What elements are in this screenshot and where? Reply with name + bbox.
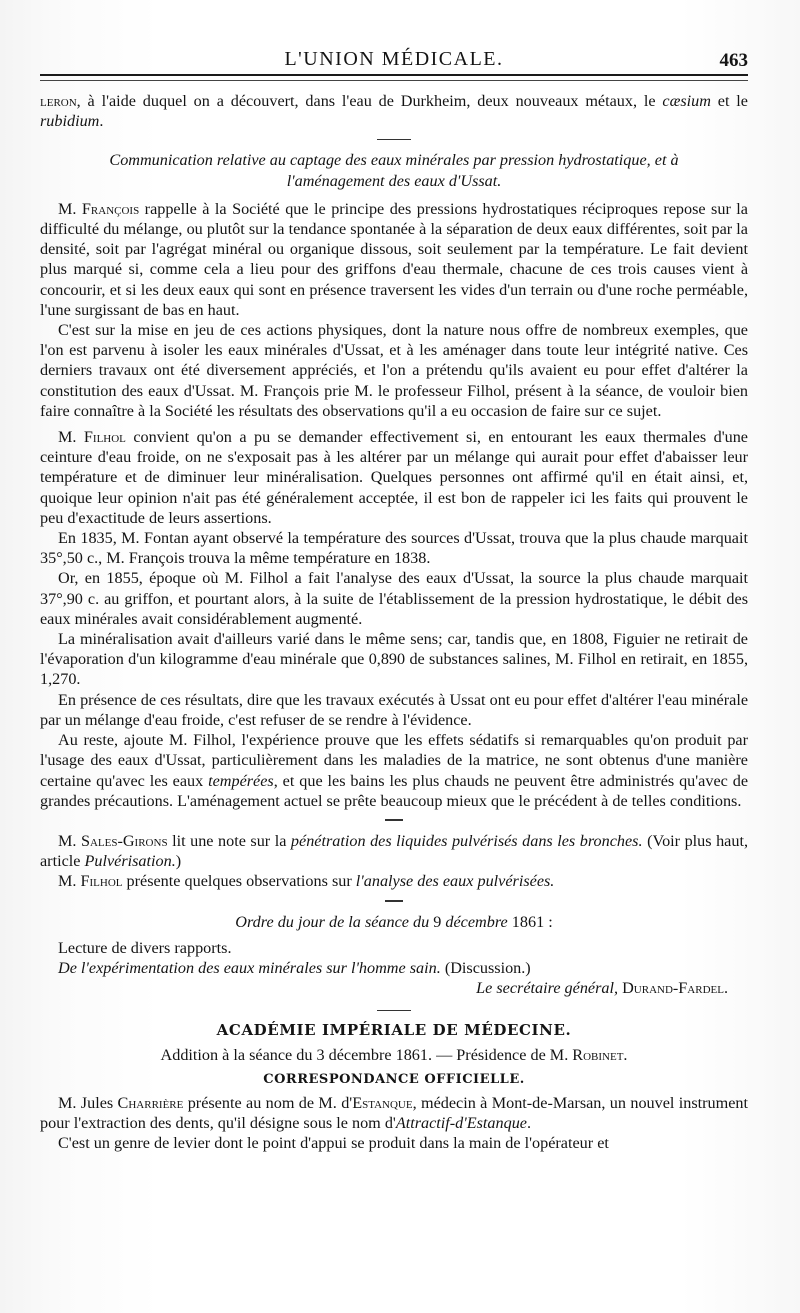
corr-text-4: .: [526, 1113, 532, 1132]
note-sales-girons: [40, 831, 748, 871]
paragraph-evidence: En présence de ces résultats, dire que les travaux exécutés à Ussat ont eu pour effet d'altérer l'eau minérale par un mélange d'eau froide, c'est refuser de se rendre à l'évidence.: [40, 690, 748, 729]
page-number: 463: [719, 50, 748, 71]
correspondence-lever: C'est un genre de levier dont le point d'appui se produit dans la main de l'opérateur et: [58, 1133, 609, 1152]
intro-text-2: et le: [710, 92, 748, 110]
speaker-sales-girons: M. Sales-Girons: [58, 831, 168, 850]
name-estanque: Estanque: [352, 1093, 413, 1112]
intro-name: leron: [40, 92, 77, 110]
communication-title-line-2: l'aménagement des eaux d'Ussat.: [286, 171, 502, 190]
signature-role: Le secrétaire général,: [476, 979, 619, 998]
paragraph-text: convient qu'on a pu se demander effectivement si, en entourant les eaux thermales d'une ceinture d'eau froide, on ne s'exposait pas à les altérer par un mélange qui aurait pour effet d'abaisser leur température et de diminuer leur minéralisation. Quelques personnes ont affirmé qu'il en était ainsi, et, quoique leur opinion n'ait pas été généralement acceptée, il est bon de rappeler ici les faits qui prouvent le peu d'exactitude de leurs assertions.: [40, 428, 748, 527]
session-text: Addition à la séance du 3 décembre 1861. — Présidence de M.: [160, 1046, 573, 1065]
academy-session: [40, 1045, 748, 1065]
note-topic-2: l'analyse des eaux pulvérisées.: [355, 872, 555, 891]
paragraph-filhol: [40, 427, 748, 528]
academy-title: ACADÉMIE IMPÉRIALE DE MÉDECINE.: [216, 1021, 572, 1040]
section-divider: [377, 139, 411, 140]
speaker-filhol-2: M. Filhol: [58, 872, 123, 891]
section-divider: [377, 1010, 411, 1011]
agenda-item-1: Lecture de divers rapports.: [58, 938, 232, 957]
corr-text: M. Jules: [58, 1093, 118, 1112]
running-head: [40, 48, 748, 76]
temperees-word: tempérées: [208, 771, 274, 790]
metal-cesium: cæsium: [662, 92, 711, 110]
instrument-name: Attractif-d'Estanque: [395, 1113, 527, 1132]
paragraph-ussat-actions: C'est sur la mise en jeu de ces actions physiques, dont la nature nous offre de nombreux exemples, que l'on est parvenu à isoler les eaux minérales d'Ussat, et à les aménager dans toute leur intégrité native. Ces derniers travaux ont été diversement appréciés, et l'on a prétendu qu'ils avaient eu pour effet d'altérer la constitution des eaux d'Ussat. M. François prie M. le professeur Filhol, présent à la séance, de vouloir bien faire connaître à la Société les résultats des observations qu'il a eu occasion de faire sur ce sujet.: [40, 321, 748, 420]
intro-text: , à l'aide duquel on a découvert, dans l'eau de Durkheim, deux nouveaux métaux, le: [76, 92, 663, 110]
section-divider: [385, 819, 403, 821]
agenda-item-2: [40, 958, 748, 978]
signature-name: Durand-Fardel.: [622, 979, 728, 998]
note-topic: pénétration des liquides pulvérisés dans les bronches.: [290, 831, 643, 850]
paragraph-text-2: , et que les bains les plus chauds ne peuvent être administrés qu'avec de grandes précautions. L'aménagement actuel se prête beaucoup mieux que le précédent à de telles conditions.: [40, 771, 749, 810]
paragraph-francois: [40, 199, 748, 320]
header-rule: [40, 80, 748, 81]
paragraph-1855: Or, en 1855, époque où M. Filhol a fait l'analyse des eaux d'Ussat, la source la plus chaude marquait 37°,90 c. au griffon, et pourtant alors, à la suite de l'établissement de la pression hydrostatique, le débit des eaux minérales avait considérablement augmenté.: [40, 569, 748, 628]
agenda-year: 1861: [511, 912, 545, 931]
corr-text-2: présente au nom de M. d': [183, 1093, 353, 1112]
agenda-item-2-tail: (Discussion.): [440, 958, 531, 977]
corr-text-3: , médecin à Mont-de-Marsan, un nouvel instrument pour l'extraction des dents, qu'il désigne sous le nom d': [40, 1093, 749, 1132]
intro-paragraph: [40, 91, 748, 131]
communication-title-line-1: Communication relative au captage des eaux minérales par pression hydrostatique, et à: [109, 151, 679, 170]
agenda-title: [40, 912, 748, 932]
agenda-title-text-2: décembre: [441, 912, 512, 931]
note-text: présente quelques observations sur: [122, 872, 356, 891]
communication-title: [40, 150, 748, 190]
president-name: Robinet: [572, 1046, 624, 1065]
note-text-3: ): [175, 852, 182, 871]
agenda-item-2-title: De l'expérimentation des eaux minérales sur l'homme sain.: [58, 958, 441, 977]
note-filhol: [40, 871, 748, 891]
speaker-filhol: M. Filhol: [58, 428, 126, 447]
journal-title: L'UNION MÉDICALE.: [284, 48, 504, 70]
note-text-2: (Voir plus haut, article: [40, 831, 749, 871]
name-charriere: Charrière: [117, 1093, 184, 1112]
paragraph-1835: En 1835, M. Fontan ayant observé la température des sources d'Ussat, trouva que la plus chaude marquait 35°,50 c., M. François trouva la même température en 1838.: [40, 529, 748, 568]
intro-text-3: .: [99, 112, 104, 131]
section-divider: [385, 900, 403, 902]
agenda-title-text-3: :: [544, 912, 553, 931]
metal-rubidium: rubidium: [40, 112, 100, 131]
paragraph-text: Au reste, ajoute M. Filhol, l'expérience prouve que les effets sédatifs si remarquables qu'on produit par l'usage des eaux d'Ussat, particulièrement dans les maladies de la matrice, ne sont obtenus d'une manière certaine qu'avec les eaux: [40, 731, 748, 790]
speaker-francois: M. François: [58, 199, 140, 218]
agenda-signature: [40, 978, 748, 998]
agenda-title-text: Ordre du jour de la séance du: [235, 912, 434, 931]
paragraph-sedative-effects: [40, 730, 748, 811]
paragraph-text: rappelle à la Société que le principe des pressions hydrostatiques réciproques repose sur la difficulté du mélange, ou plutôt sur la tendance spontanée à la séparation de deux eaux différentes, soit par la densité, soit par l'agrégat minéral ou organique dissous, soit seulement par la température. Le fait devient plus marqué si, comme cela a lieu pour des griffons d'eau thermale, chacune de ces trois causes vient à concourir, et si les deux eaux qui sont en présence traversent les vides d'un terrain ou d'une roche perméable, l'une surgissant de bas en haut.: [40, 199, 748, 319]
correspondence-charriere: [40, 1093, 748, 1133]
paragraph-mineralisation: La minéralisation avait d'ailleurs varié dans le même sens; car, tandis que, en 1808, Figuier ne retirait de l'évaporation d'un kilogramme d'eau minérale que 0,890 de substances salines, M. Filhol en retirait, en 1855, 1,270.: [40, 630, 748, 689]
note-text: lit une note sur la: [167, 831, 291, 850]
correspondence-title: CORRESPONDANCE OFFICIELLE.: [263, 1071, 525, 1087]
note-reference: Pulvérisation.: [84, 852, 176, 871]
agenda-day: 9: [433, 912, 442, 931]
session-text-2: .: [623, 1046, 628, 1065]
